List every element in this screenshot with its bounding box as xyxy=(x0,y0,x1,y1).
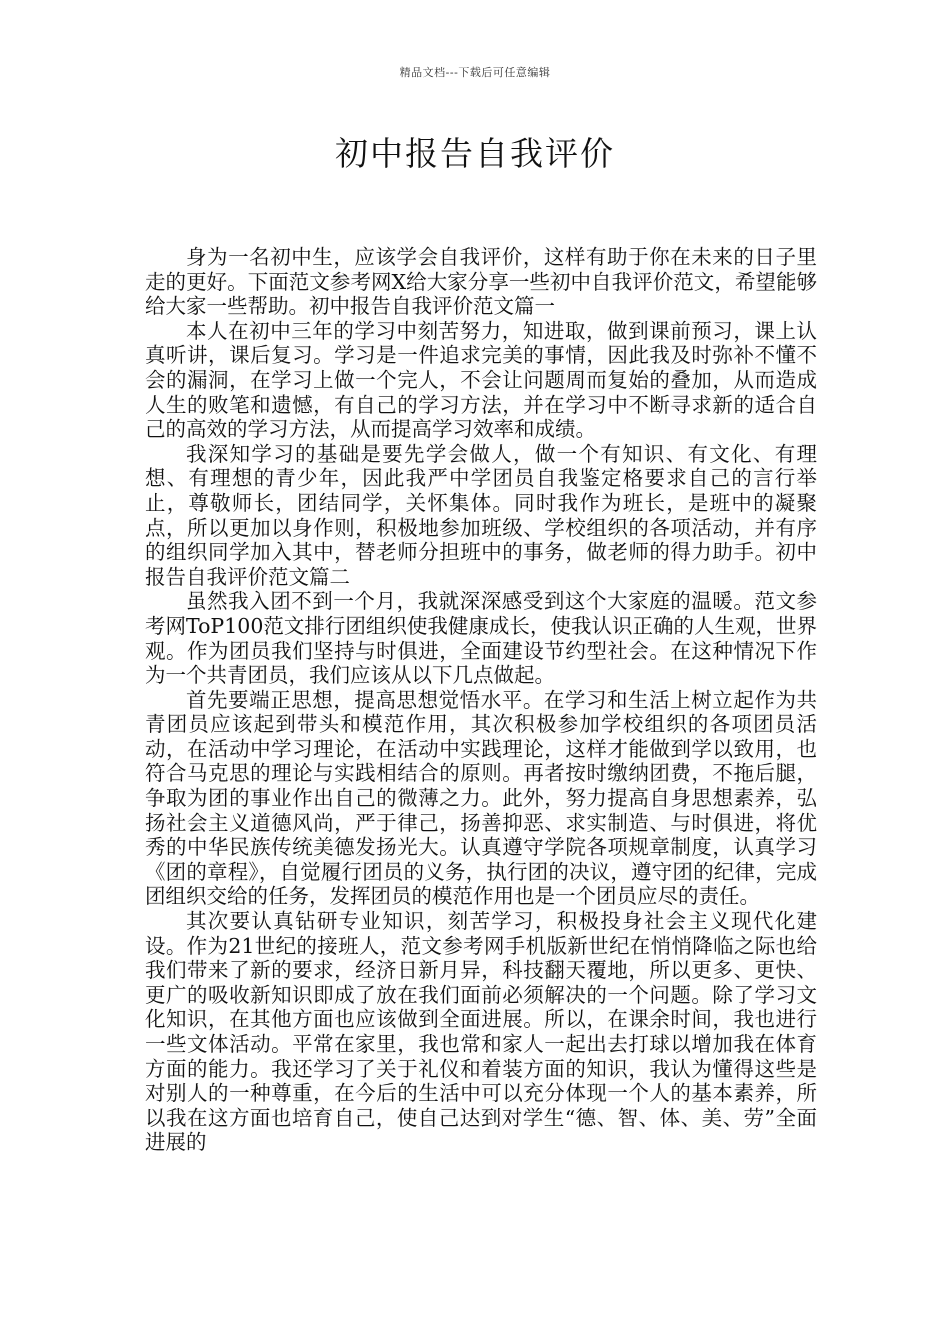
paragraph: 其次要认真钻研专业知识，刻苦学习，积极投身社会主义现代化建设。作为21世纪的接班人，范文参考网手机版新世纪在悄悄降临之际也给我们带来了新的要求，经济日新月异，科技翻天覆地，所以更多、更快、更广的吸收新知识即成了放在我们面前必须解决的一个问题。除了学习文化知识，在其他方面也应该做到全面进展。所以，在课余时间，我也进行一些文体活动。平常在家里，我也常和家人一起出去打球以增加我在体育方面的能力。我还学习了关于礼仪和着装方面的知识，我认为懂得这些是对别人的一种尊重，在今后的生活中可以充分体现一个人的基本素养，所以我在这方面也培育自己，使自己达到对学生“德、智、体、美、劳”全面进展的 xyxy=(145,909,817,1155)
paragraph: 身为一名初中生，应该学会自我评价，这样有助于你在未来的日子里走的更好。下面范文参考网X给大家分享一些初中自我评价范文，希望能够给大家一些帮助。初中报告自我评价范文篇一 xyxy=(145,245,817,319)
header-note: 精品文档---下载后可任意编辑 xyxy=(399,66,551,79)
paragraph: 本人在初中三年的学习中刻苦努力，知进取，做到课前预习，课上认真听讲，课后复习。学习是一件追求完美的事情，因此我及时弥补不懂不会的漏洞，在学习上做一个完人，不会让问题周而复始的叠加，从而造成人生的败笔和遗憾，有自己的学习方法，并在学习中不断寻求新的适合自己的高效的学习方法，从而提高学习效率和成绩。 xyxy=(145,318,817,442)
paragraph: 我深知学习的基础是要先学会做人，做一个有知识、有文化、有理想、有理想的青少年，因此我严中学团员自我鉴定格要求自己的言行举止，尊敬师长，团结同学，关怀集体。同时我作为班长，是班中的凝聚点，所以更加以身作则，积极地参加班级、学校组织的各项活动，并有序的组织同学加入其中，替老师分担班中的事务，做老师的得力助手。初中报告自我评价范文篇二 xyxy=(145,441,817,589)
document-body xyxy=(145,245,817,1155)
document-title: 初中报告自我评价 xyxy=(335,134,615,173)
paragraph: 虽然我入团不到一个月，我就深深感受到这个大家庭的温暖。范文参考网ToP100范文排行团组织使我健康成长，使我认识正确的人生观，世界观。作为团员我们坚持与时俱进，全面建设节约型社会。在这种情况下作为一个共青团员，我们应该从以下几点做起。 xyxy=(145,589,817,688)
paragraph: 首先要端正思想，提高思想觉悟水平。在学习和生活上树立起作为共青团员应该起到带头和模范作用，其次积极参加学校组织的各项团员活动，在活动中学习理论，在活动中实践理论，这样才能做到学以致用，也符合马克思的理论与实践相结合的原则。再者按时缴纳团费，不拖后腿，争取为团的事业作出自己的微薄之力。此外，努力提高自身思想素养，弘扬社会主义道德风尚，严于律己，扬善抑恶、求实制造、与时俱进，将优秀的中华民族传统美德发扬光大。认真遵守学院各项规章制度，认真学习《团的章程》，自觉履行团员的义务，执行团的决议，遵守团的纪律，完成团组织交给的任务，发挥团员的模范作用也是一个团员应尽的责任。 xyxy=(145,687,817,909)
